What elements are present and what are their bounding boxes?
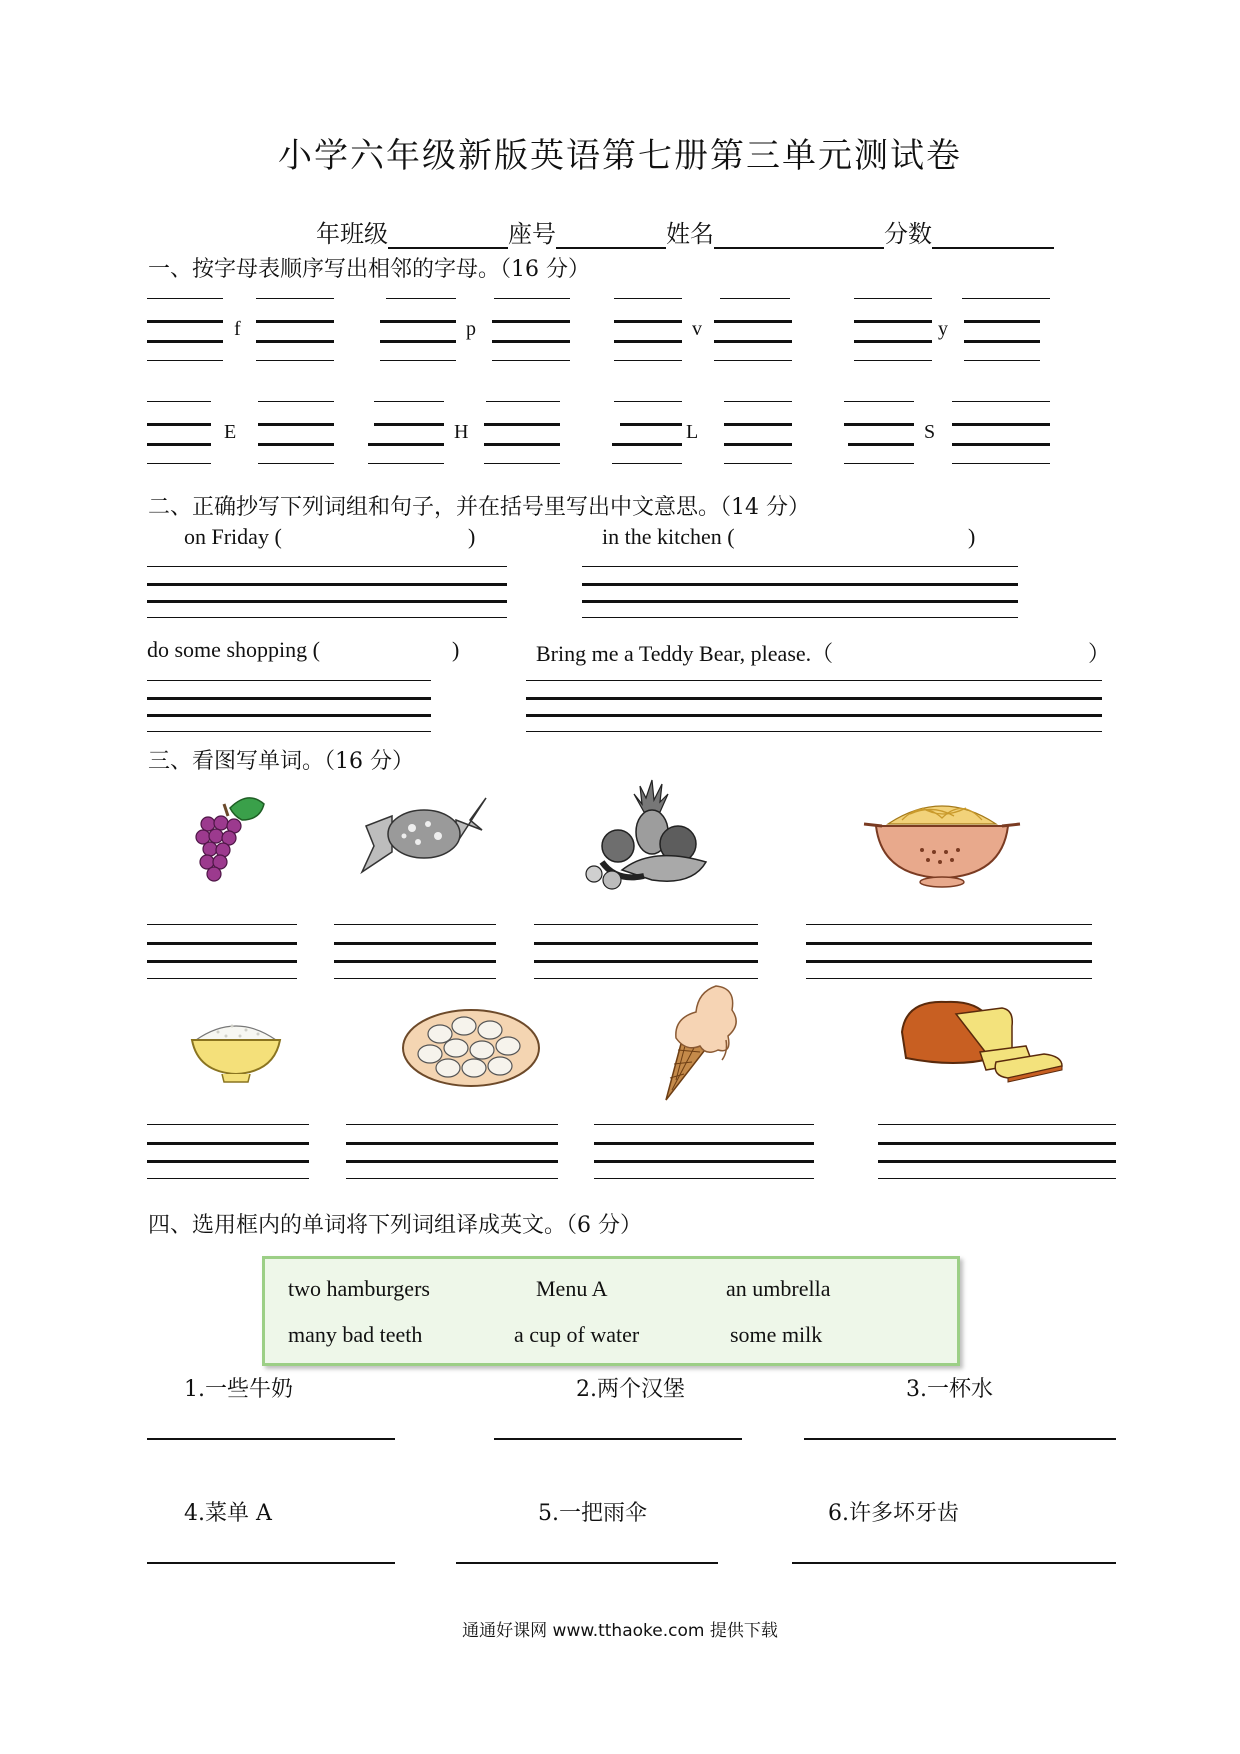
section3-heading: 三、看图写单词。（16 分）: [148, 749, 414, 774]
ice-cream-icon: [656, 980, 746, 1102]
info-line: [316, 214, 1054, 249]
box-word-a-cup-of-water: a cup of water: [514, 1322, 640, 1347]
box-word-many-bad-teeth: many bad teeth: [288, 1322, 423, 1347]
dumplings-icon: [400, 1004, 542, 1088]
section4-heading: 四、选用框内的单词将下列词组译成英文。（6 分）: [148, 1213, 642, 1238]
phrase-on-friday: on Friday (: [184, 524, 282, 549]
score-blank[interactable]: [932, 221, 1054, 249]
section2-heading: 二、正确抄写下列词组和句子，并在括号里写出中文意思。（14 分）: [148, 495, 810, 520]
letter-L: L: [686, 421, 699, 443]
letter-f: f: [234, 318, 241, 340]
letter-H: H: [454, 421, 469, 443]
close-paren-3: ): [452, 637, 460, 662]
answer-line-1[interactable]: [147, 1438, 395, 1440]
answer-line-4[interactable]: [147, 1562, 395, 1564]
box-word-two-hamburgers: two hamburgers: [288, 1276, 430, 1301]
item-5: 5.一把雨伞: [538, 1501, 647, 1526]
grapes-icon: [190, 790, 270, 890]
item-1: 1.一些牛奶: [184, 1377, 293, 1402]
close-paren-4: ）: [1088, 641, 1111, 666]
answer-line-2[interactable]: [494, 1438, 742, 1440]
letter-p: p: [466, 318, 476, 340]
class-blank[interactable]: [388, 221, 508, 249]
letter-v: v: [692, 318, 702, 340]
section1-heading: 一、按字母表顺序写出相邻的字母。（16 分）: [148, 257, 590, 282]
close-paren-2: ): [968, 524, 976, 549]
class-label: 年班级: [316, 220, 388, 248]
footer: 通通好课网 www.tthaoke.com 提供下载: [462, 1621, 778, 1641]
phrase-in-the-kitchen: in the kitchen (: [602, 524, 735, 549]
sentence-teddy-bear: Bring me a Teddy Bear, please.（: [536, 641, 834, 666]
score-label: 分数: [884, 220, 932, 248]
letter-E: E: [224, 421, 237, 443]
item-4: 4.菜单 A: [184, 1501, 272, 1526]
phrase-do-some-shopping: do some shopping (: [147, 637, 320, 662]
seat-blank[interactable]: [556, 221, 666, 249]
box-word-an-umbrella: an umbrella: [726, 1276, 831, 1301]
close-paren-1: ): [468, 524, 476, 549]
box-word-menu-a: Menu A: [536, 1276, 608, 1301]
name-label: 姓名: [666, 220, 714, 248]
item-3: 3.一杯水: [906, 1377, 993, 1402]
page-title: 小学六年级新版英语第七册第三单元测试卷: [278, 136, 962, 176]
fruit-icon: [582, 776, 712, 894]
word-box: [262, 1256, 960, 1366]
answer-line-3[interactable]: [804, 1438, 1116, 1440]
box-word-some-milk: some milk: [730, 1322, 823, 1347]
answer-line-6[interactable]: [792, 1562, 1116, 1564]
candy-icon: [356, 786, 492, 882]
item-2: 2.两个汉堡: [576, 1377, 685, 1402]
rice-icon: [188, 1010, 284, 1086]
seat-label: 座号: [508, 220, 556, 248]
noodles-icon: [862, 790, 1022, 890]
name-blank[interactable]: [714, 221, 884, 249]
item-6: 6.许多坏牙齿: [828, 1501, 959, 1526]
letter-S: S: [924, 421, 936, 443]
bread-icon: [896, 996, 1068, 1086]
letter-y: y: [938, 318, 948, 340]
answer-line-5[interactable]: [456, 1562, 718, 1564]
